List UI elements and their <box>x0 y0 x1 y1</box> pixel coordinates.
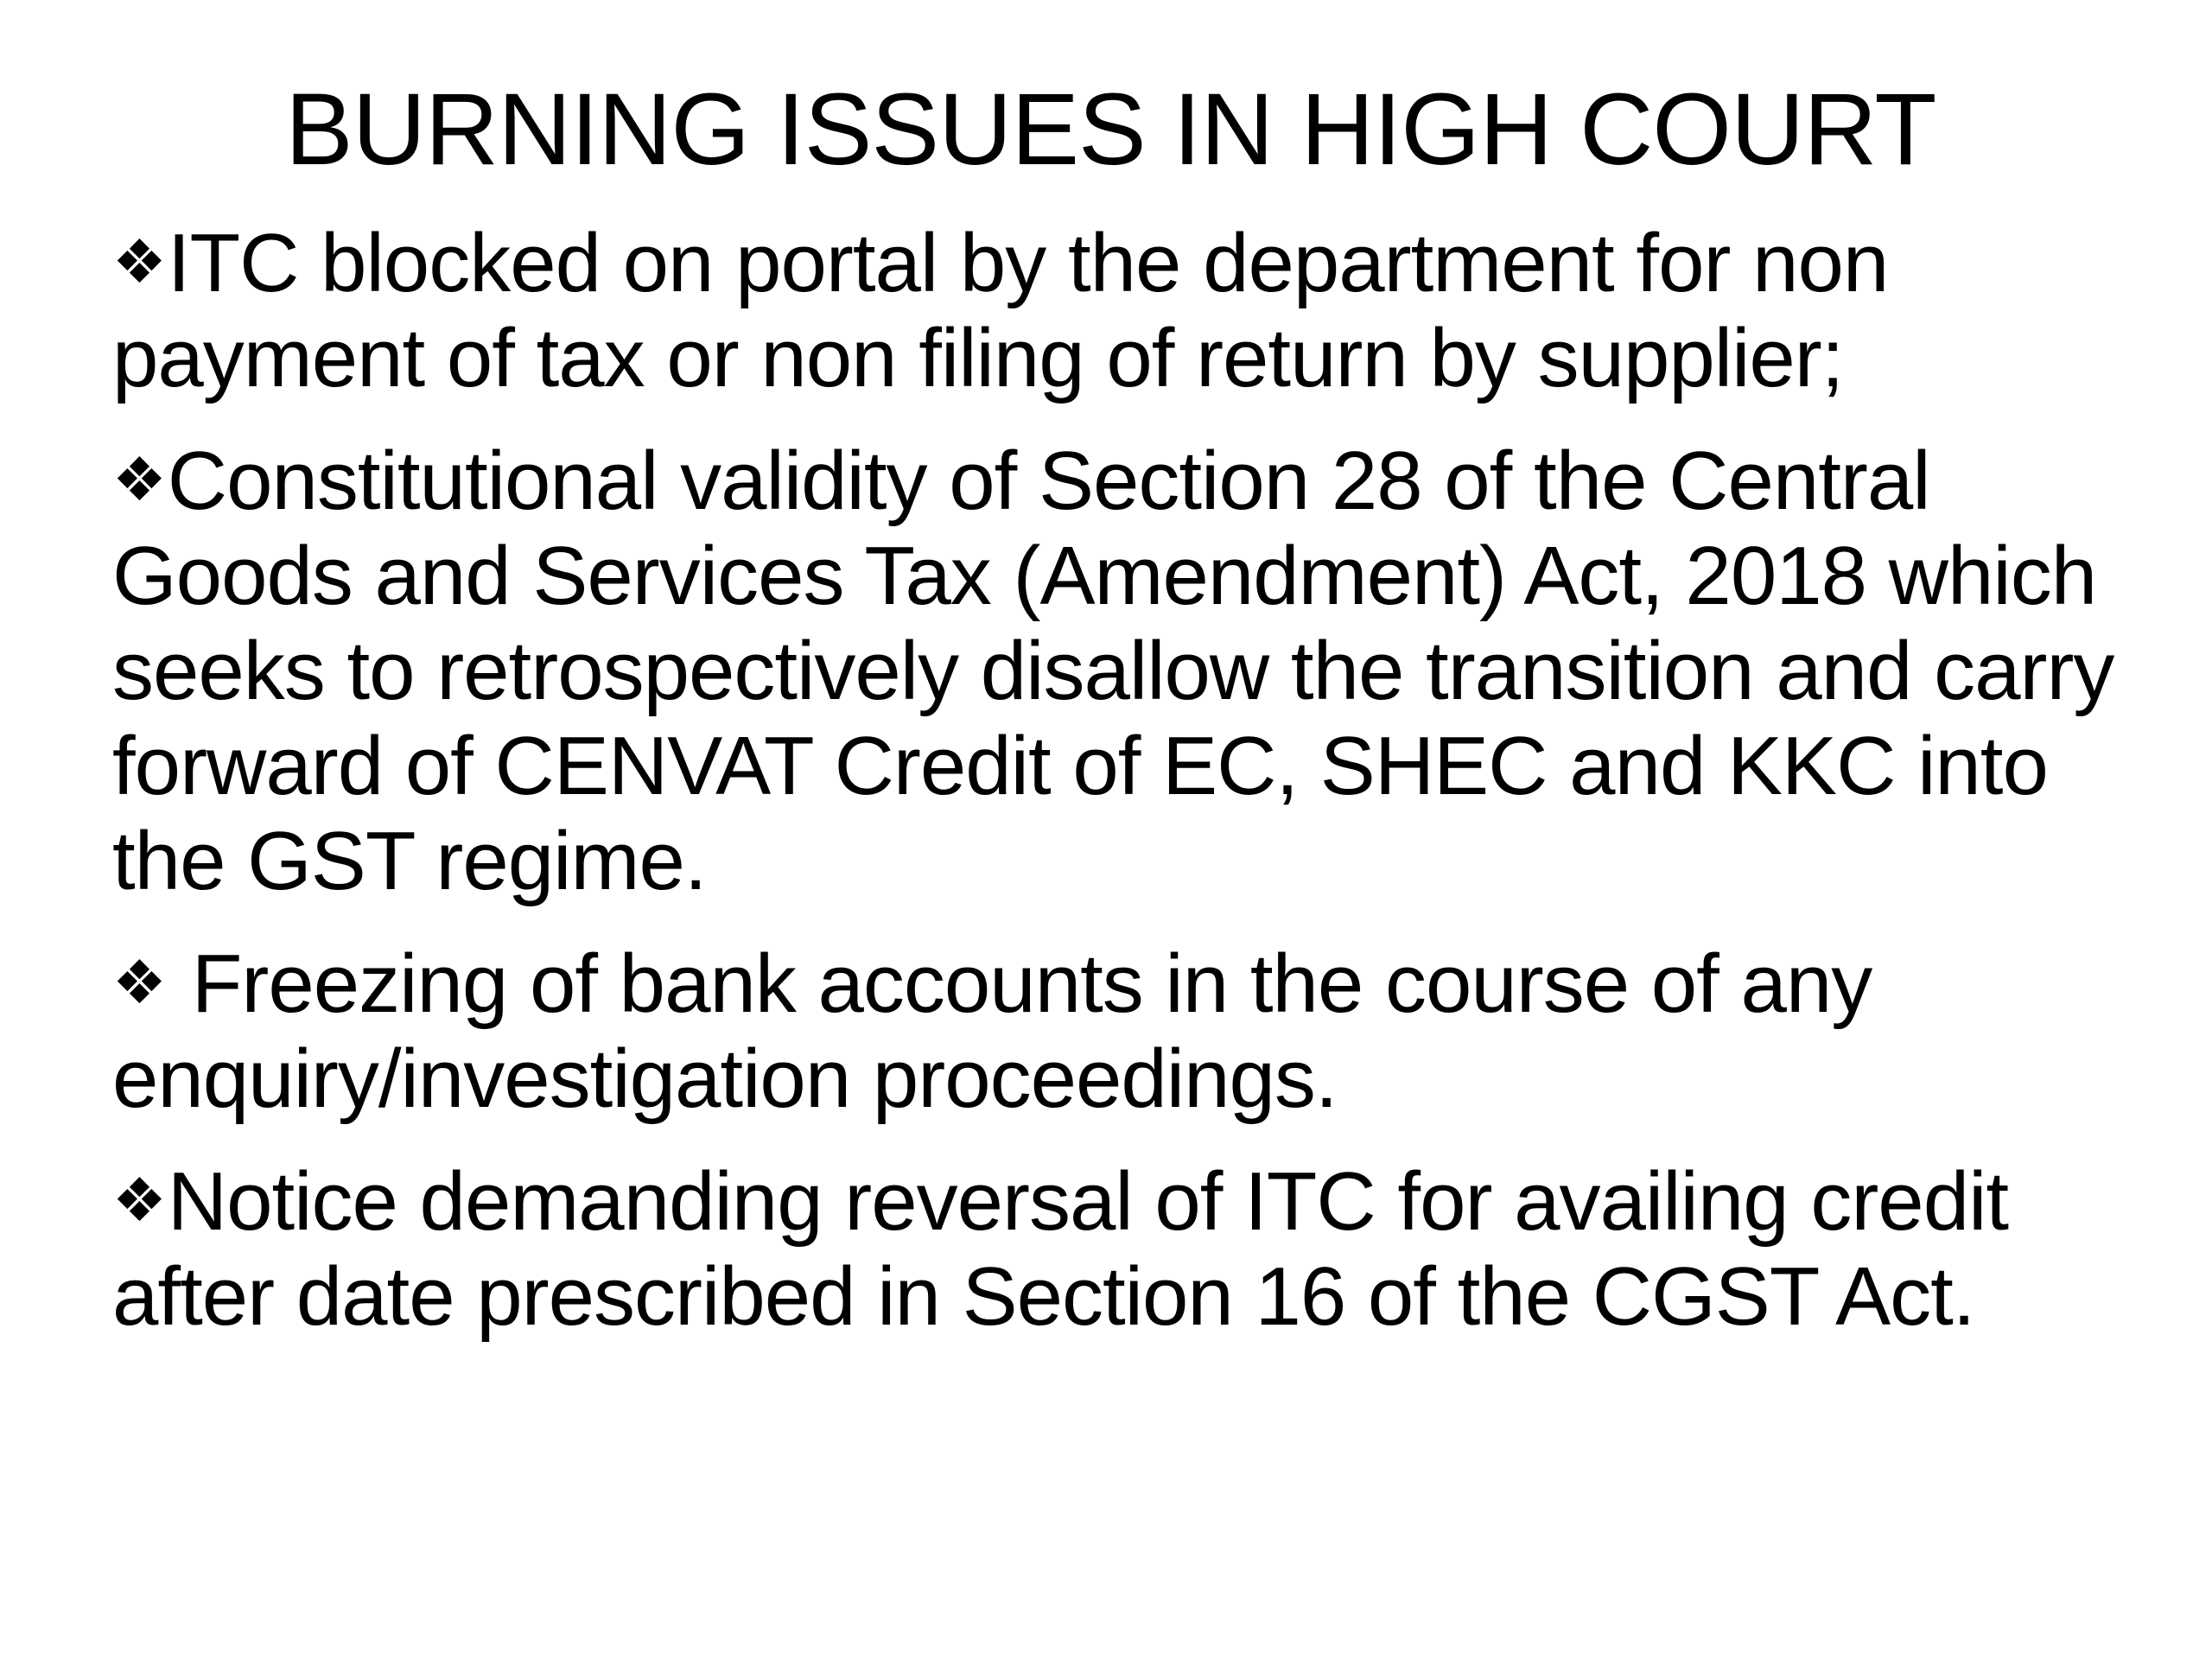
bullet-item <box>112 214 2143 406</box>
diamond-bullet-icon: ❖ <box>112 1165 166 1236</box>
bullet-text: Constitutional validity of Section 28 of the Central Goods and Services Tax (Amendment) Act, 2018 which seeks to retrospectively disallow the transition and carry forward of CENVAT Credit of EC, SHEC and KKC into the GST regime. <box>112 435 2114 907</box>
bullet-text: Freezing of bank accounts in the course of any enquiry/investigation proceedings. <box>112 938 1872 1125</box>
bullet-list <box>112 214 2143 1370</box>
bullet-item <box>112 1153 2143 1344</box>
bullet-item <box>112 935 2143 1127</box>
diamond-bullet-icon: ❖ <box>112 444 166 515</box>
slide-title: BURNING ISSUES IN HIGH COURT <box>285 73 1936 187</box>
bullet-text: Notice demanding reversal of ITC for availing credit after date prescribed in Section 16 of the CGST Act. <box>112 1155 2009 1343</box>
diamond-bullet-icon: ❖ <box>112 947 166 1018</box>
bullet-item <box>112 432 2143 909</box>
bullet-text: ITC blocked on portal by the department for non payment of tax or non filing of return by supplier; <box>112 217 1889 404</box>
diamond-bullet-icon: ❖ <box>112 226 166 297</box>
